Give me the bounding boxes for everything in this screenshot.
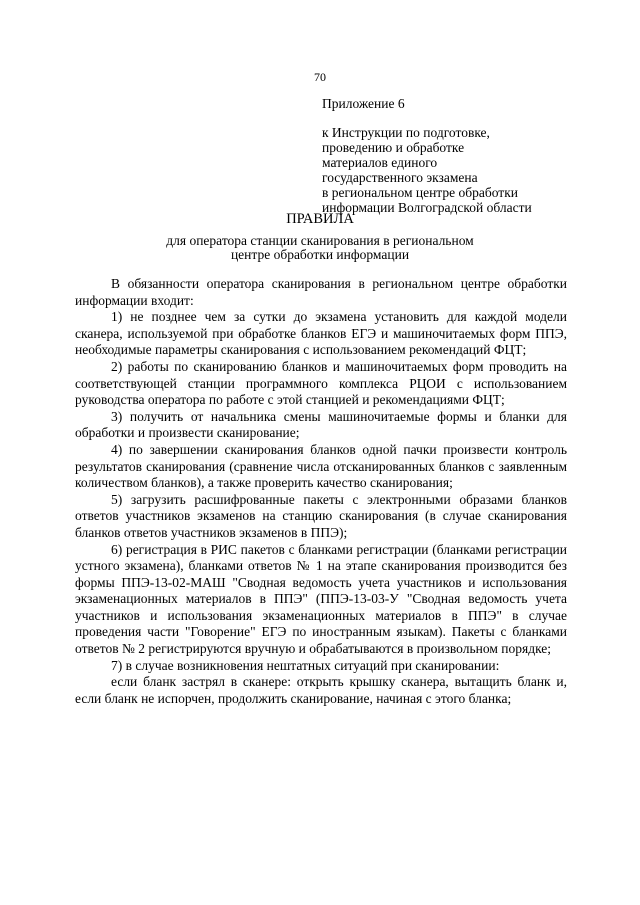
paragraph-item-5: 5) загрузить расшифрованные пакеты с электронными образами бланков ответов участников экзаменов на станцию сканирования (в случае сканирования бланков ответов участников экзаменов в ППЭ);	[75, 491, 567, 540]
paragraph-item-7-case: если бланк застрял в сканере: открыть крышку сканера, вытащить бланк и, если бланк не испорчен, продолжить сканирование, начиная с этого бланка;	[75, 674, 567, 706]
paragraph-item-6: 6) регистрация в РИС пакетов с бланками регистрации (бланками регистрации устного экзамена), бланками ответов № 1 на этапе сканирования производится без формы ППЭ-13-02-МАШ "Сводная ведомость учета участников и использования экзаменационных материалов в ППЭ" (ППЭ-13-03-У "Сводная ведомость учета участников и использования экзаменационных материалов в ППЭ" в случае проведения части "Говорение" ЕГЭ по иностранным языкам). Пакеты с бланками ответов № 2 регистрируются вручную и обрабатываются в произвольном порядке;	[75, 541, 567, 657]
appendix-line: материалов единого	[322, 155, 438, 170]
paragraph-item-4: 4) по завершении сканирования бланков одной пачки произвести контроль результатов сканирования (сравнение числа отсканированных бланков с заявленным количеством бланков), а также проверить качество сканирования;	[75, 441, 567, 491]
paragraph-item-2: 2) работы по сканированию бланков и машиночитаемых форм проводить на соответствующей станции программного комплекса РЦОИ с использованием руководства оператора по работе с этой станцией и рекомендациями ФЦТ;	[75, 358, 567, 408]
paragraph-item-3: 3) получить от начальника смены машиночитаемые формы и бланки для обработки и произвести сканирование;	[75, 408, 567, 441]
paragraph-item-7: 7) в случае возникновения нештатных ситуаций при сканировании:	[111, 657, 500, 673]
appendix-line: к Инструкции по подготовке,	[322, 125, 490, 140]
document-title: ПРАВИЛА	[286, 211, 354, 227]
appendix-title: Приложение 6	[322, 96, 405, 111]
appendix-line: государственного экзамена	[322, 170, 478, 185]
appendix-line: проведению и обработке	[322, 140, 465, 155]
paragraph-intro: В обязанности оператора сканирования в региональном центре обработки информации входит:	[75, 276, 567, 308]
document-subtitle: для оператора станции сканирования в региональном центре обработки информации	[166, 233, 474, 262]
page-number: 70	[314, 70, 326, 84]
appendix-block	[322, 96, 572, 215]
appendix-line: информации Волгоградской области	[322, 200, 532, 215]
appendix-line: в региональном центре обработки	[322, 185, 518, 200]
document-body	[75, 276, 567, 707]
paragraph-item-1: 1) не позднее чем за сутки до экзамена установить для каждой модели сканера, используемой при обработке бланков ЕГЭ и машиночитаемых форм ППЭ, необходимые параметры сканирования с использованием рекомендаций ФЦТ;	[75, 309, 567, 358]
appendix-reference	[322, 125, 572, 215]
